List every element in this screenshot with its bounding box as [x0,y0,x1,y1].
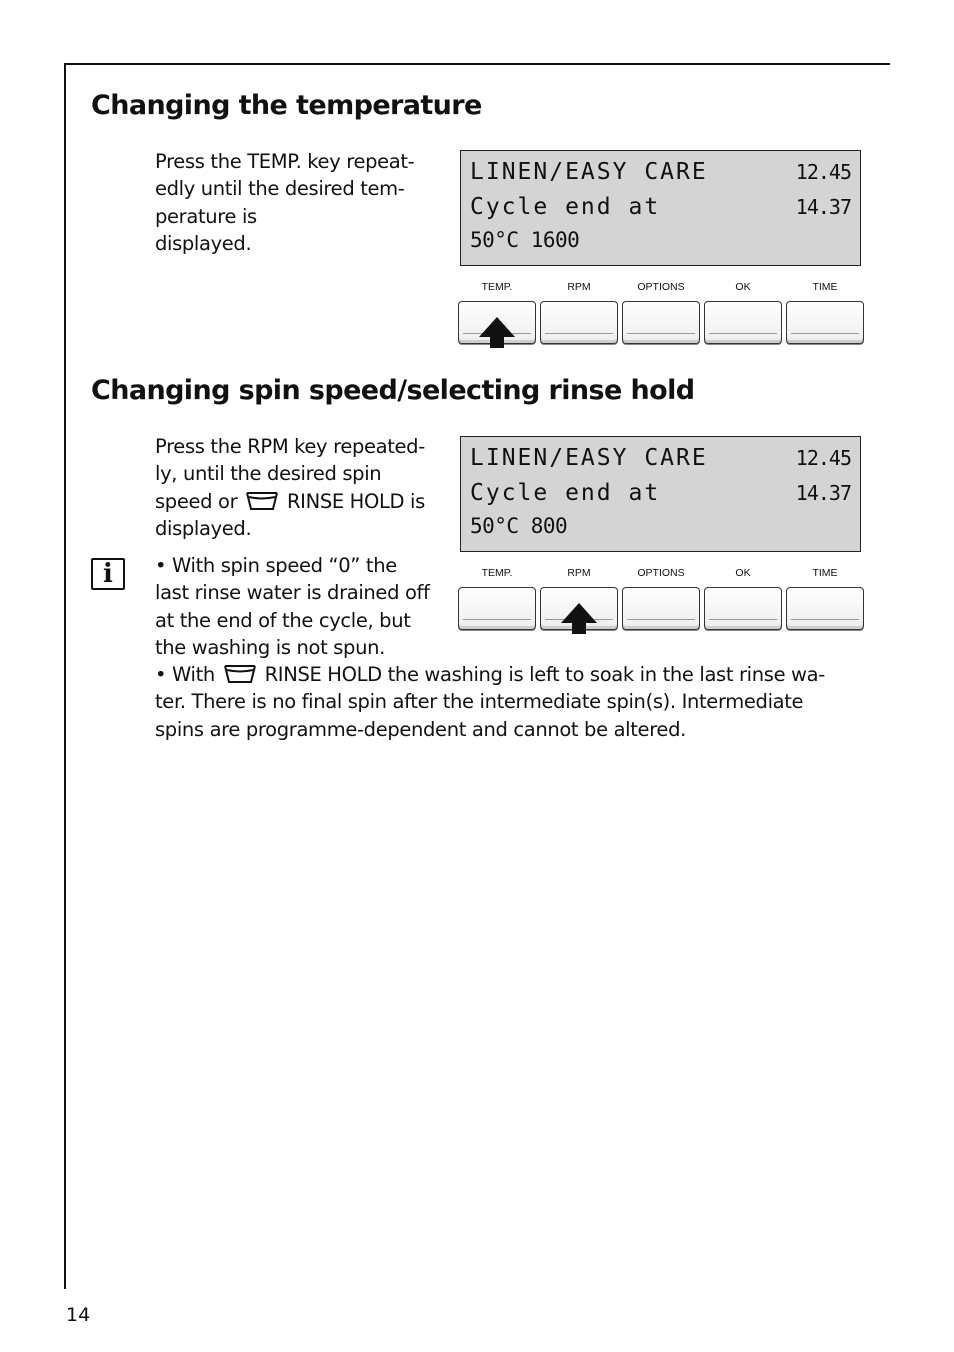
key-label-rpm: RPM [567,281,591,293]
page-number: 14 [66,1304,91,1326]
spin-speed-instructions [155,433,425,542]
left-rule [64,63,66,1289]
key-label-options: OPTIONS [637,567,685,579]
key-label-temp: TEMP. [481,567,513,579]
key-labels-spin-speed [458,567,864,581]
instruction-fragment: speed or [155,489,238,513]
lcd-settings: 50°C 1600 [470,228,580,252]
note-line: last rinse water is drained off [155,581,430,605]
note-line: at the end of the cycle, but [155,608,411,632]
key-row-spin-speed [458,587,864,630]
lcd-program: LINEN/EASY CARE [470,159,708,185]
lcd-program: LINEN/EASY CARE [470,445,708,471]
options-key[interactable] [622,587,700,630]
section-title-temperature: Changing the temperature [91,90,482,121]
note-line: the washing is not spun. [155,635,385,659]
key-row-temperature [458,301,864,344]
instruction-line: displayed. [155,231,252,255]
rpm-key[interactable] [540,301,618,344]
note-line: ter. There is no final spin after the intermediate spin(s). Intermediate [155,690,804,714]
info-icon: i [91,558,125,590]
instruction-line: Press the TEMP. key repeat- [155,150,415,173]
temp-key[interactable] [458,587,536,630]
info-note-bullet-2 [155,661,825,743]
lcd-clock: 12.45 [795,160,851,184]
rinse-hold-icon [245,491,279,511]
arrow-up-icon [479,317,515,337]
top-rule [64,63,890,65]
lcd-end-time: 14.37 [795,481,851,505]
note-line-with-icon [155,661,825,688]
lcd-display-spin-speed [460,436,861,552]
lcd-clock: 12.45 [795,446,851,470]
lcd-cycle-end-label: Cycle end at [470,480,661,506]
note-line: spins are programme-dependent and cannot be altered. [155,717,686,741]
time-key[interactable] [786,587,864,630]
key-labels-temperature [458,281,864,295]
note-line: • With spin speed “0” the [155,554,397,577]
key-label-ok: OK [735,281,751,293]
lcd-settings: 50°C 800 [470,514,568,538]
note-fragment: • With [155,663,215,686]
key-label-temp: TEMP. [481,281,513,293]
temperature-instructions [155,148,414,257]
lcd-cycle-end-label: Cycle end at [470,194,661,220]
time-key[interactable] [786,301,864,344]
key-label-options: OPTIONS [637,281,685,293]
ok-key[interactable] [704,301,782,344]
info-note-bullet-1 [155,552,430,661]
key-label-time: TIME [812,281,838,293]
rinse-hold-icon [223,664,257,684]
instruction-line: edly until the desired tem- [155,177,405,201]
instruction-line-with-icon [155,488,425,515]
key-label-rpm: RPM [567,567,591,579]
instruction-line: perature is [155,204,257,228]
key-label-time: TIME [812,567,838,579]
instruction-fragment: RINSE HOLD is [286,489,425,513]
section-title-spin-speed: Changing spin speed/selecting rinse hold [91,375,695,406]
note-fragment: RINSE HOLD the washing is left to soak in the last rinse wa- [264,663,825,686]
instruction-line: ly, until the desired spin [155,462,382,486]
arrow-up-icon [561,603,597,623]
lcd-end-time: 14.37 [795,195,851,219]
instruction-line: displayed. [155,516,252,540]
lcd-display-temperature [460,150,861,266]
ok-key[interactable] [704,587,782,630]
key-label-ok: OK [735,567,751,579]
options-key[interactable] [622,301,700,344]
instruction-line: Press the RPM key repeated- [155,435,425,458]
